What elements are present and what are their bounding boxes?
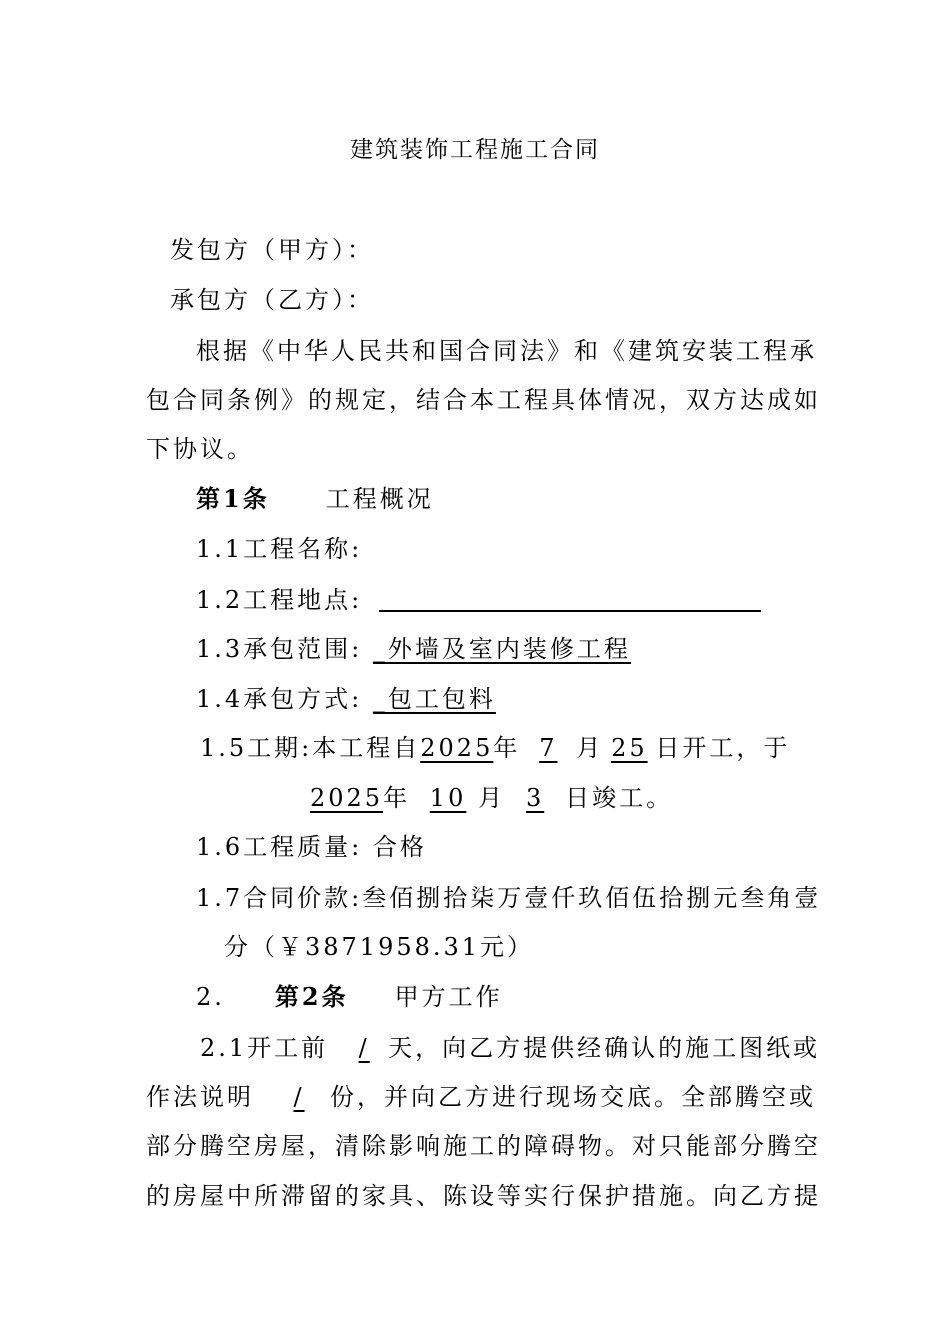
preamble-line-1: 根据《中华人民共和国合同法》和《建筑安装工程承 bbox=[196, 337, 817, 365]
article-2-title: 甲方工作 bbox=[394, 983, 503, 1011]
period-end-month-suffix: 月 bbox=[478, 784, 506, 812]
period-start-year: 2025 bbox=[420, 734, 494, 762]
project-location-blank bbox=[379, 586, 761, 612]
contract-scope-row bbox=[196, 634, 631, 664]
contract-mode-label: 1.4承包方式: bbox=[196, 685, 363, 713]
article-2-index: 2. bbox=[196, 983, 225, 1011]
article-2-2-prefix: 作法说明 bbox=[146, 1083, 254, 1111]
quality-row bbox=[196, 832, 427, 862]
project-name-label: 1.1工程名称: bbox=[196, 535, 363, 563]
quality-value: 合格 bbox=[372, 833, 427, 861]
period-prefix: 1.5工期:本工程自 bbox=[200, 734, 421, 762]
preamble-line-2: 包合同条例》的规定，结合本工程具体情况，双方达成如 bbox=[146, 386, 821, 414]
article-2-1-days: / bbox=[358, 1034, 370, 1062]
contract-price-words: 叁佰捌拾柒万壹仟玖佰伍拾捌元叁角壹 bbox=[362, 884, 822, 912]
period-start-month: 7 bbox=[539, 734, 558, 762]
period-start-suffix: 日开工，于 bbox=[655, 734, 791, 762]
period-end-year-suffix: 年 bbox=[383, 784, 411, 812]
article-2-line-3: 部分腾空房屋，清除影响施工的障碍物。对只能部分腾空 bbox=[146, 1132, 821, 1160]
period-start-day: 25 bbox=[611, 734, 648, 762]
contract-mode-value: _包工包料 bbox=[372, 685, 496, 713]
page-title: 建筑装饰工程施工合同 bbox=[350, 137, 600, 163]
period-end-year: 2025 bbox=[310, 784, 384, 812]
preamble-line-3: 下协议。 bbox=[146, 435, 254, 463]
article-2-2-copies: / bbox=[293, 1083, 305, 1111]
period-end-month: 10 bbox=[429, 784, 467, 812]
article-2-1-prefix: 2.1开工前 bbox=[200, 1034, 329, 1062]
quality-label: 1.6工程质量: bbox=[196, 833, 363, 861]
project-location-row bbox=[196, 585, 761, 615]
contract-price-line-2: 分（￥3871958.31元） bbox=[224, 933, 535, 961]
article-1-number: 第1条 bbox=[196, 484, 270, 513]
article-2-line-2 bbox=[146, 1082, 816, 1112]
article-2-heading bbox=[196, 982, 503, 1012]
period-month-suffix: 月 bbox=[576, 734, 604, 762]
party-a-label: 发包方（甲方）： bbox=[170, 236, 374, 264]
contract-price-label: 1.7合同价款: bbox=[196, 884, 363, 912]
article-1-title: 工程概况 bbox=[325, 485, 434, 513]
period-end-day: 3 bbox=[525, 784, 545, 812]
contract-price-line-1 bbox=[196, 883, 821, 913]
period-end-suffix: 日竣工。 bbox=[565, 784, 674, 812]
construction-period-line-1 bbox=[200, 733, 790, 763]
article-2-line-4: 的房屋中所滞留的家具、陈设等实行保护措施。向乙方提 bbox=[146, 1182, 821, 1210]
article-2-2-suffix: 份，并向乙方进行现场交底。全部腾空或 bbox=[330, 1083, 816, 1111]
contract-scope-label: 1.3承包范围: bbox=[196, 635, 363, 663]
article-1-heading bbox=[196, 484, 434, 514]
contract-scope-value: _外墙及室内装修工程 bbox=[372, 635, 631, 663]
construction-period-line-2 bbox=[310, 783, 673, 813]
article-2-number: 第2条 bbox=[274, 982, 349, 1011]
party-b-label: 承包方（乙方）： bbox=[170, 286, 374, 314]
article-2-line-1 bbox=[200, 1033, 820, 1063]
period-year-suffix: 年 bbox=[493, 734, 521, 762]
project-location-label: 1.2工程地点: bbox=[196, 586, 363, 614]
contract-mode-row bbox=[196, 684, 496, 714]
article-2-1-suffix: 天，向乙方提供经确认的施工图纸或 bbox=[388, 1034, 821, 1062]
